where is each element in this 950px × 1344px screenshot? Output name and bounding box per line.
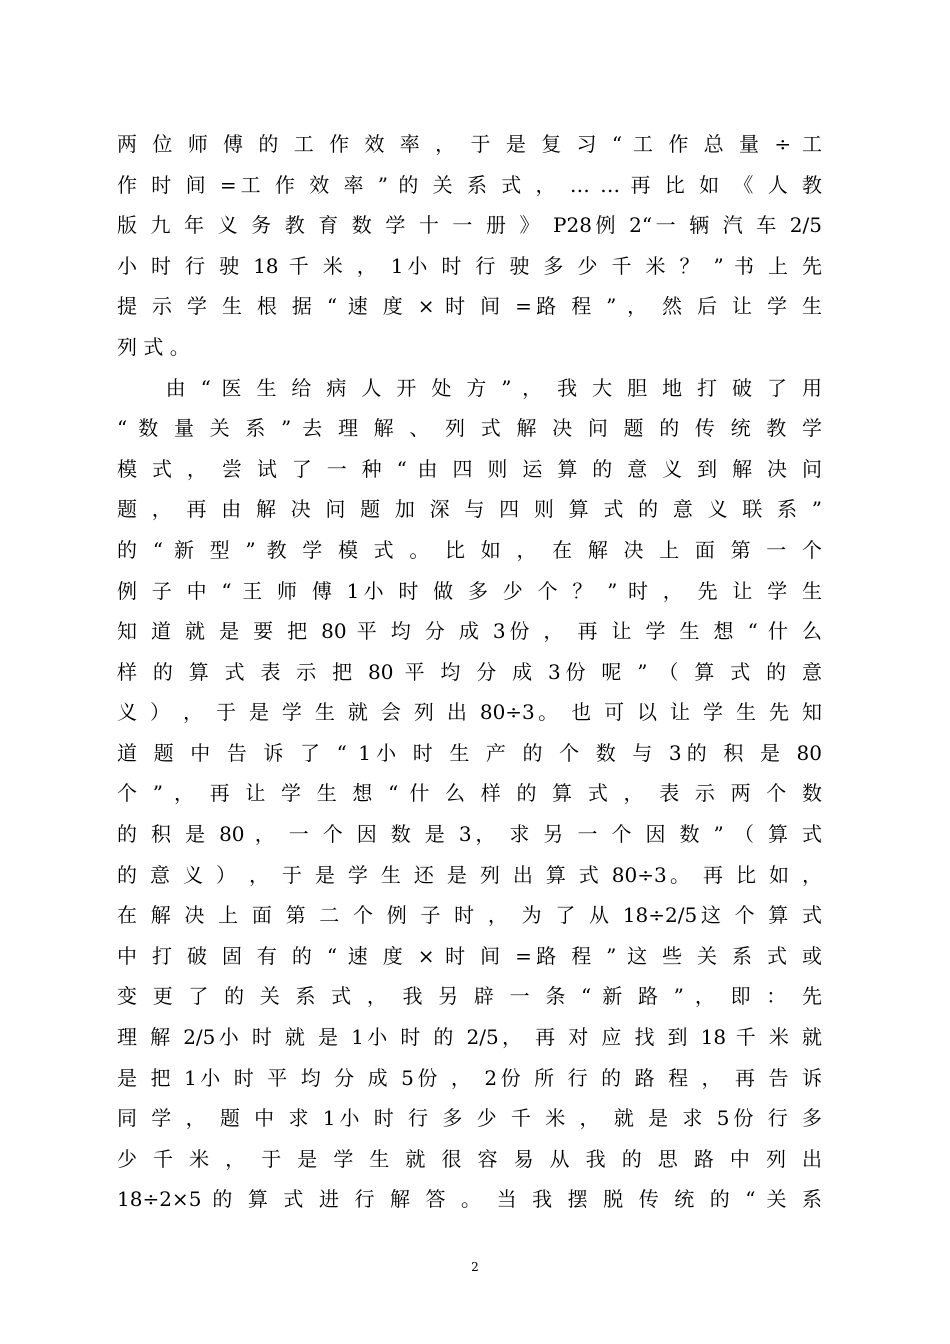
text-line: 在 解 决 上 面 第 二 个 例 子 时 ， 为 了 从 18÷2/5这 个 算 式 — [117, 903, 822, 927]
text-line: 由 “ 医 生 给 病 人 开 处 方 ” ， 我 大 胆 地 打 破 了 用 — [117, 376, 822, 400]
text-line: 列 式 。 — [117, 335, 190, 359]
text-line: 两 位 师 傅 的 工 作 效 率 ， 于 是 复 习 “ 工 作 总 量 ÷ 工 — [117, 132, 822, 156]
page-number: 2 — [471, 1260, 479, 1274]
text-line: 样 的 算 式 表 示 把 80 平 均 分 成 3份 呢 ” （ 算 式 的 意 — [117, 660, 822, 684]
text-line: 模 式 ， 尝 试 了 一 种 “ 由 四 则 运 算 的 意 义 到 解 决 问 — [117, 457, 822, 481]
text-line: 的 积 是 80 ， 一 个 因 数 是 3， 求 另 一 个 因 数 ” （ 算 式 — [117, 822, 822, 846]
text-line: 提 示 学 生 根 据 “ 速 度 × 时 间 =路 程 ” ， 然 后 让 学 生 — [117, 294, 822, 318]
text-line: 中 打 破 固 有 的 “ 速 度 × 时 间 =路 程 ” 这 些 关 系 式 或 — [117, 944, 822, 968]
text-line: 变 更 了 的 关 系 式 ， 我 另 辟 一 条 “ 新 路 ” ， 即 ： 先 — [117, 984, 822, 1008]
text-line: 知 道 就 是 要 把 80 平 均 分 成 3份 ， 再 让 学 生 想 “ 什 么 — [117, 619, 822, 643]
text-line: 少 千 米 ， 于 是 学 生 就 很 容 易 从 我 的 思 路 中 列 出 — [117, 1147, 822, 1171]
text-line: 题 ， 再 由 解 决 问 题 加 深 与 四 则 算 式 的 意 义 联 系 ” — [117, 497, 822, 521]
text-line: 例 子 中 “ 王 师 傅 1小 时 做 多 少 个 ？ ” 时 ， 先 让 学 生 — [117, 579, 822, 603]
text-line: 的 “ 新 型 ” 教 学 模 式 。 比 如 ， 在 解 决 上 面 第 一 个 — [117, 538, 822, 562]
text-line: 道 题 中 告 诉 了 “ 1小 时 生 产 的 个 数 与 3的 积 是 80 — [117, 741, 822, 765]
text-line: 小 时 行 驶 18 千 米 ， 1小 时 行 驶 多 少 千 米 ？ ” 书 上 先 — [117, 254, 822, 278]
text-line: 义 ） ， 于 是 学 生 就 会 列 出 80÷3。 也 可 以 让 学 生 先 知 — [117, 700, 822, 724]
text-line: 个 ” ， 再 让 学 生 想 “ 什 么 样 的 算 式 ， 表 示 两 个 数 — [117, 781, 822, 805]
text-line: “ 数 量 关 系 ” 去 理 解 、 列 式 解 决 问 题 的 传 统 教 学 — [117, 416, 822, 440]
text-line: 18÷2×5 的 算 式 进 行 解 答 。 当 我 摆 脱 传 统 的 “ 关 系 — [117, 1187, 822, 1211]
text-line: 版 九 年 义 务 教 育 数 学 十 一 册 》 P28例 2“一 辆 汽 车 2/5 — [117, 213, 822, 237]
text-line: 同 学 ， 题 中 求 1小 时 行 多 少 千 米 ， 就 是 求 5份 行 多 — [117, 1106, 822, 1130]
text-line: 理 解 2/5小 时 就 是 1小 时 的 2/5， 再 对 应 找 到 18 千 米 就 — [117, 1025, 822, 1049]
text-line: 是 把 1小 时 平 均 分 成 5份 ， 2份 所 行 的 路 程 ， 再 告 诉 — [117, 1066, 822, 1090]
text-line: 作 时 间 =工 作 效 率 ” 的 关 系 式 ， … … 再 比 如 《 人 教 — [117, 173, 822, 197]
text-line: 的 意 义 ） ， 于 是 学 生 还 是 列 出 算 式 80÷3。 再 比 如 ， — [117, 863, 822, 887]
